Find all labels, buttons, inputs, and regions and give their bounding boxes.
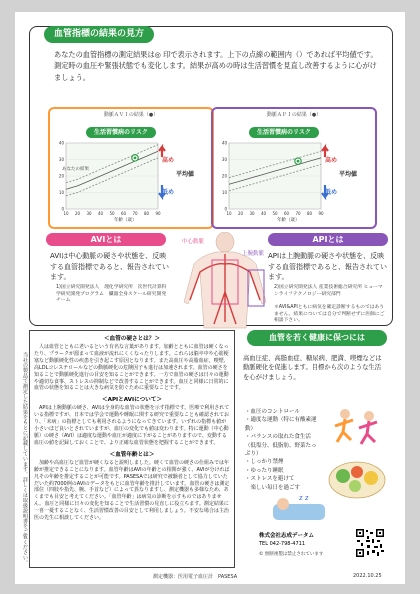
api-y-tick: 20 (221, 173, 227, 179)
api-x-tick: 90 (318, 211, 324, 216)
explanation-box (29, 330, 235, 568)
avi-high-label: 高め (162, 157, 175, 164)
api-chart-panel (211, 107, 377, 229)
avi-y-tick: 0 (61, 206, 64, 212)
healthy-tips-list (245, 408, 321, 492)
avi-x-tick: 30 (86, 211, 92, 216)
api-low-label: 低め (325, 189, 338, 196)
avi-result-marker-dot (134, 156, 137, 159)
api-y-tick: 30 (221, 157, 227, 162)
meal-illustration (327, 454, 387, 500)
avi-chart-panel (48, 107, 214, 229)
healthy-heading: 血管を若く健康に保つには (247, 330, 387, 346)
footer-date: 2022.10.25 (353, 573, 382, 579)
api-y-tick: 10 (221, 190, 227, 195)
avi-avg-label: 平均値 (176, 171, 195, 178)
footer (15, 573, 405, 583)
api-x-tick: 70 (295, 211, 301, 216)
list-item: 楽しい毎日を過ごす (245, 484, 301, 491)
api-x-tick: 60 (283, 211, 290, 216)
avi-risk-label: 生活習慣病のリスク (86, 127, 156, 138)
healthy-vessel-section (239, 330, 391, 566)
list-item: ・しっかり禁煙 (245, 459, 284, 466)
api-chart (213, 109, 375, 227)
api-high-label: 高め (325, 157, 338, 164)
api-x-tick: 40 (260, 211, 267, 216)
avi-your-result-label: あなたの結果 (62, 167, 89, 172)
api-chart-title: 動脈ＡＰＩの結果（●） (266, 112, 322, 118)
api-result-marker-dot (297, 160, 300, 163)
list-item: ・ゆったり睡眠 (245, 467, 284, 474)
copyright: © 無断複製は禁止されています (259, 552, 324, 557)
stiffness-paragraph: 人は血管とともに老いるという有名な言葉があります。加齢とともに血管は硬くなったり、プラークが溜まって血液が流れにくくなったりします。これらは脳卒中や心筋梗塞など動脈硬化性の疾患を引き起こす原因となります。また高血圧や高脂血症、喫煙、高LDLコレステロールなどの動脈硬化の危険因子も進行は加速されます。血管の硬さを知ることで動脈硬化進行の目安を知ることができます。一方で血管の硬さは日々の運動や適切な食事、ストレスの抑制などで改善することができます。血圧と同様に日常的に血管の状態を知ることは大きな病気を防ぐために重要なことです。 (34, 344, 229, 392)
avi-low-label: 低め (162, 189, 175, 196)
avi-x-tick: 60 (120, 211, 127, 216)
vascular-age-heading: ＜血管年齢とは＞ (109, 451, 155, 458)
runner-illustration (327, 406, 387, 446)
api-x-tick: 80 (306, 211, 313, 216)
avi-y-tick: 20 (58, 173, 64, 179)
api-note: ＊AVI&APIともに病気を確定診断するものではありません。結果については自分で判断せずに医師にご相談下さい。 (274, 305, 385, 324)
footer-device: 測定機器：医用電子血圧計 PASESA (153, 574, 238, 580)
avi-x-tick: 50 (109, 211, 115, 216)
company-tel: TEL 042-798-4711 (259, 541, 306, 547)
avi-xlabel: 年齢（歳） (114, 218, 137, 223)
healthy-description: 高血圧症、高脂血症、糖尿病、肥満、喫煙などは動脈硬化を促進します。目標から次のような生活を心がけましょう。 (243, 355, 382, 381)
center-artery-label: 中心動脈 (182, 239, 205, 245)
api-reference: 2)国立研究開発法人 産業技術総合研究所 ヒューマンライフテクノロジー研究部門 (274, 285, 383, 297)
api-xlabel: 年齢（歳） (277, 218, 300, 223)
section-title: 血管指標の結果の見方 (44, 26, 154, 43)
api-description: APIは上腕動脈の硬さや状態を、反映する血管指標であると、報告されています。 (268, 252, 387, 281)
avi-y-tick: 40 (58, 140, 64, 146)
company-name: 株式会社志成データム (259, 533, 315, 539)
api-avi-paragraph: APIは上腕動脈の硬さ、AVIは全身的な血管の状態を示す指標です。医療で利用されている指標ですが、日本では学会で運動や睡眠に関する研究で重要なことも確認されており、「未病」の指標としても利用されるようになってきています。いずれの指標も値が小さいほど良いとされていますが、血圧の変化でも値は変わります。特に運動（中心動脈）の硬さ（AVI）は適度な運動や血圧が適度に下がることがありますので、変動する血圧の値を記録しておくことで、より正確な血管状態を把握することができます。 (34, 405, 230, 446)
svg-text:z z: z z (299, 494, 309, 502)
api-y-tick: 0 (224, 206, 227, 212)
avi-x-tick: 90 (155, 211, 161, 216)
api-avg-label: 平均値 (339, 171, 358, 178)
avi-y-tick: 10 (58, 190, 64, 195)
artery-body-illustration (170, 232, 280, 330)
avi-x-tick: 20 (74, 211, 81, 216)
avi-description: AVIは中心動脈の硬さや状態を、反映する血管指標であると、報告されています。 (50, 252, 169, 281)
list-item: ・適度な運動（特に有酸素運動） (245, 417, 317, 432)
api-x-tick: 30 (249, 211, 255, 216)
api-avi-heading: ＜APIとAVIについて＞ (102, 397, 162, 404)
api-risk-label: 生活習慣病のリスク (249, 127, 319, 138)
avi-reference: 1)国立研究開発法人 理化学研究所 次世代計算科学研究開発プログラム 臓器全身スケール研究開発チーム (56, 285, 167, 304)
avi-x-tick: 80 (143, 211, 150, 216)
list-item: ・ストレスを避けて (245, 476, 295, 483)
document-page (15, 12, 405, 584)
brachial-artery-label: 上腕動脈 (242, 251, 265, 257)
avi-heading: AVIとは (46, 233, 166, 246)
avi-x-tick: 70 (132, 211, 138, 216)
list-item: ・バランスの取れた食生活 (245, 434, 311, 441)
stiffness-heading: ＜血管の硬さとは？＞ (104, 336, 160, 342)
api-x-tick: 10 (226, 211, 232, 216)
qr-code[interactable] (355, 528, 385, 558)
vascular-age-paragraph: 加齢や高血圧など血管が硬くなると説明しました。硬くて血管の硬さの仕組みでは年齢が推定できることになります。血管年齢はAVIの年齢との相関が強く、AVIが分ければ凡その年齢を推定することが可能です。PASESAでは研究で被験者として協力していただいた約7000例のAVIのデータをもとに血管年齢を推計しています。血管の硬さは測定部位（四肢や指先、腕、手首など）によって異なりますし、測定機器も多様なため、あくまでも目安と考えてください。「血管年齢」は病気の診断を示すものではありません。血圧と同様に日々の変化を知ることで生活習慣の見直しに役立ちます。測定結果に一喜一憂することなく、生活習慣改善の目安として利用しましょう。不安な場合は主治医の先生に相談してください。 (34, 459, 230, 522)
api-y-tick: 40 (221, 140, 227, 146)
list-item: ・血圧のコントロール (245, 409, 300, 415)
avi-y-tick: 30 (58, 157, 64, 162)
avi-x-tick: 10 (63, 211, 69, 216)
sleeping-illustration (269, 490, 329, 524)
avi-chart-title: 動脈ＡＶＩの結果（●） (103, 112, 159, 118)
vascular-index-section (29, 26, 393, 326)
intro-text: あなたの血管指標の測定結果は◎ 印で表示されます。上下の点線の範囲内（）であれば平均値です。測定時の血圧や緊張状態でも変化します。結果が高めの時は生活習慣を見直し改善するように心がけましょう。 (54, 50, 378, 82)
api-heading: APIとは (268, 233, 388, 246)
api-x-tick: 50 (272, 211, 278, 216)
avi-x-tick: 40 (97, 211, 104, 216)
side-note: 当社の製品で測定した結果をもとに記載しています。詳しくは取扱説明書をご覧ください。 (22, 352, 28, 566)
api-x-tick: 20 (237, 211, 244, 216)
list-item: （低塩分、低脂肪、野菜たっぷり） (245, 442, 317, 458)
